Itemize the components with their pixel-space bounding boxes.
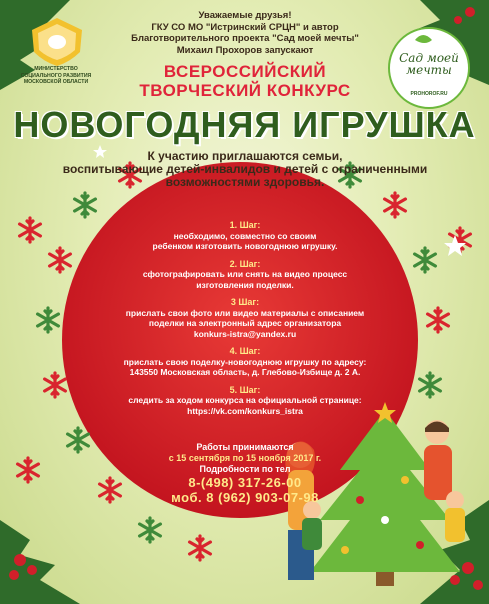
garden-logo-line: Сад моей xyxy=(399,51,459,65)
greeting-line: ГКУ СО МО "Истринский СРЦН" и автор xyxy=(151,21,339,33)
invitation-text xyxy=(60,150,430,189)
step-title: 5. Шаг: xyxy=(229,384,261,395)
step-2 xyxy=(100,259,390,291)
step-title: 3 Шаг: xyxy=(230,297,260,307)
greeting-line: Уважаемые друзья! xyxy=(198,10,292,21)
phone-1[interactable]: 8-(498) 317-26-00 xyxy=(188,475,302,490)
garden-logo-url: PROHOROF.RU xyxy=(410,91,448,97)
details-label: Подробности по тел xyxy=(199,464,291,474)
garden-logo-line: мечты xyxy=(406,63,452,77)
contest-line-1: ВСЕРОССИЙСКИЙ xyxy=(163,62,327,81)
step-5 xyxy=(100,385,390,417)
accept-block xyxy=(120,442,370,505)
step-line: прислать свою поделку-новогоднюю игрушку по адресу: xyxy=(123,356,367,367)
step-title: 4. Шаг: xyxy=(229,346,261,356)
email-link[interactable]: konkurs-istra@yandex.ru xyxy=(193,328,297,339)
accept-label: Работы принимаются xyxy=(196,442,294,452)
ministry-label xyxy=(8,66,104,86)
step-line: необходимо, совместно со своим xyxy=(173,230,317,241)
garden-logo-text xyxy=(389,52,469,76)
step-line: сфотографировать или снять на видео процесс xyxy=(142,269,348,279)
step-4 xyxy=(100,346,390,378)
ministry-label-line: СОЦИАЛЬНОГО РАЗВИТИЯ xyxy=(20,72,92,79)
step-line: поделки на электронный адрес организатора xyxy=(148,318,342,328)
invitation-line: воспитывающие детей-инвалидов и детей с ограниченными xyxy=(62,162,428,176)
contest-line-2: ТВОРЧЕСКИЙ КОНКУРС xyxy=(139,81,351,100)
step-line: прислать свои фото или видео материалы с описанием xyxy=(125,307,365,318)
vk-link[interactable]: https://vk.com/konkurs_istra xyxy=(187,405,303,416)
phone-2[interactable]: моб. 8 (962) 903-07-98 xyxy=(171,490,319,505)
step-title: 1. Шаг: xyxy=(229,220,261,230)
greeting-line: Михаил Прохоров запускают xyxy=(176,44,314,56)
invitation-line: К участию приглашаются семьи, xyxy=(147,149,343,163)
step-line: ребенком изготовить новогоднюю игрушку. xyxy=(152,241,338,251)
contest-heading xyxy=(100,62,390,100)
accept-dates: с 15 сентября по 15 ноября 2017 г. xyxy=(168,453,322,463)
step-line: следить за ходом конкурса на официальной странице: xyxy=(128,395,362,405)
greeting-block xyxy=(110,10,380,56)
steps-list xyxy=(100,220,390,423)
step-title: 2. Шаг: xyxy=(229,258,261,269)
ministry-label-line: МОСКОВСКОЙ ОБЛАСТИ xyxy=(23,79,89,85)
step-line: изготовления поделки. xyxy=(196,279,294,290)
step-3 xyxy=(100,297,390,339)
invitation-line: возможностями здоровья. xyxy=(165,175,325,189)
ministry-label-line: МИНИСТЕРСТВО xyxy=(34,66,78,72)
greeting-line: Благотворительного проекта "Сад моей мечты" xyxy=(131,33,359,44)
step-line: 143550 Московская область, д. Глебово-Избище д. 2 А. xyxy=(129,367,361,377)
page-title: НОВОГОДНЯЯ ИГРУШКА xyxy=(13,104,476,145)
step-1 xyxy=(100,220,390,252)
